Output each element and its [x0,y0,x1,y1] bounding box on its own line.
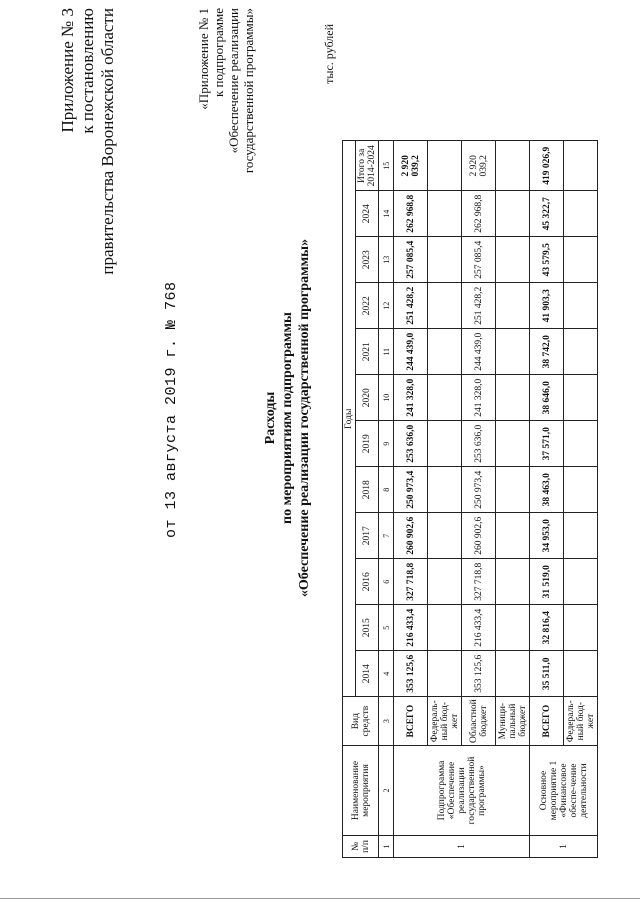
header-total: Итого за 2014-2024 [356,141,379,191]
table-row [394,141,428,858]
header-year: 2017 [356,513,379,559]
year-value [428,467,462,513]
year-value: 241 328,0 [462,375,496,421]
header-year: 2018 [356,467,379,513]
year-value [564,191,598,237]
year-value [496,237,530,283]
year-value: 257 085,4 [394,237,428,283]
column-number: 1 [379,836,394,858]
header-year: 2020 [356,375,379,421]
year-value [564,559,598,605]
year-value: 262 968,8 [394,191,428,237]
funding-type: Федераль-ный бюд-жет [428,697,462,746]
column-number: 2 [379,746,394,836]
column-number: 4 [379,651,394,697]
column-number: 14 [379,191,394,237]
column-number: 6 [379,559,394,605]
title-line: Расходы [263,391,278,445]
title-line: «Обеспечение реализации государственной программы» [297,238,312,598]
year-value [496,467,530,513]
year-value: 253 636,0 [462,421,496,467]
funding-type: ВСЕГО [394,697,428,746]
header-name: Наименование мероприятия [343,746,379,836]
header-years-group: Годы [343,141,356,697]
funding-type: ВСЕГО [530,697,564,746]
row-number: 1 [394,836,530,858]
year-value [428,329,462,375]
year-value: 244 439,0 [462,329,496,375]
column-number: 12 [379,283,394,329]
year-value [564,375,598,421]
year-value [428,651,462,697]
year-value [428,513,462,559]
header-year: 2015 [356,605,379,651]
appendix-block [58,8,118,288]
year-value: 38 742,0 [530,329,564,375]
funding-type: Муници-пальный бюджет [496,697,530,746]
total-value [496,141,530,191]
row-number: 1 [530,836,598,858]
year-value: 45 322,7 [530,191,564,237]
appendix-line: правительства Воронежской области [98,8,117,275]
year-value: 260 902,6 [462,513,496,559]
appendix-line: к постановлению [78,8,97,134]
year-value: 353 125,6 [462,651,496,697]
year-value: 35 511,0 [530,651,564,697]
column-number: 15 [379,141,394,191]
scan-edge-line [0,898,640,899]
total-value: 2 920 039,2 [394,141,428,191]
year-value: 41 903,3 [530,283,564,329]
year-value [428,421,462,467]
year-value [564,467,598,513]
year-value: 262 968,8 [462,191,496,237]
title-line: по мероприятиям подпрограммы [280,312,295,524]
header-num: № п/п [343,836,379,858]
year-value: 37 571,0 [530,421,564,467]
year-value: 353 125,6 [394,651,428,697]
year-value: 260 902,6 [394,513,428,559]
year-value: 250 973,4 [462,467,496,513]
year-value: 241 328,0 [394,375,428,421]
measure-name: Подпрограмма «Обеспечение реализации государственной программы» [394,746,530,836]
previous-appendix-block [196,8,256,268]
table-body [394,141,598,858]
column-number: 8 [379,467,394,513]
header-type: Вид средств [343,697,379,746]
year-value: 31 519,0 [530,559,564,605]
year-value [496,375,530,421]
table-row [530,141,564,858]
year-value: 244 439,0 [394,329,428,375]
year-value [496,605,530,651]
year-value: 34 953,0 [530,513,564,559]
column-number: 11 [379,329,394,375]
column-number: 10 [379,375,394,421]
year-value [564,513,598,559]
column-number: 13 [379,237,394,283]
column-number-row [379,141,394,858]
header-year: 2022 [356,283,379,329]
year-value: 251 428,2 [394,283,428,329]
year-value [496,421,530,467]
year-value [428,605,462,651]
year-value: 253 636,0 [394,421,428,467]
header-year: 2019 [356,421,379,467]
measure-name: Основное мероприятие 1 «Финансовое обеспе-чение деятельности [530,746,598,836]
column-number: 5 [379,605,394,651]
rotated-sheet [0,8,640,878]
year-value [496,651,530,697]
year-value: 216 433,4 [394,605,428,651]
year-value [428,559,462,605]
prev-appendix-line: «Приложение № 1 [196,8,211,110]
header-year: 2023 [356,237,379,283]
year-value: 327 718,8 [394,559,428,605]
header-year: 2016 [356,559,379,605]
header-year: 2014 [356,651,379,697]
year-value [428,191,462,237]
document-title [262,178,313,658]
header-year: 2024 [356,191,379,237]
year-value [496,513,530,559]
year-value [564,283,598,329]
year-value [428,283,462,329]
decree-date: от 13 августа 2019 г. № 768 [163,281,180,538]
year-value [496,283,530,329]
year-value: 251 428,2 [462,283,496,329]
year-value [428,237,462,283]
year-value [496,559,530,605]
year-value: 257 085,4 [462,237,496,283]
year-value [564,651,598,697]
appendix-line: Приложение № 3 [58,8,77,133]
total-value [564,141,598,191]
header-year: 2021 [356,329,379,375]
column-number: 3 [379,697,394,746]
year-value [564,237,598,283]
year-value [496,191,530,237]
year-value [564,421,598,467]
funding-type: Федераль-ный бюд-жет [564,697,598,746]
year-value: 38 463,0 [530,467,564,513]
column-number: 9 [379,421,394,467]
year-value [496,329,530,375]
year-value: 32 816,4 [530,605,564,651]
unit-label: тыс. рублей [322,24,336,84]
year-value: 43 579,5 [530,237,564,283]
prev-appendix-line: «Обеспечение реализации [226,8,241,154]
year-value [564,329,598,375]
year-value [564,605,598,651]
year-value: 250 973,4 [394,467,428,513]
year-value: 38 646,0 [530,375,564,421]
total-value: 419 026,9 [530,141,564,191]
year-value [428,375,462,421]
year-value: 216 433,4 [462,605,496,651]
prev-appendix-line: к подпрограмме [211,8,226,98]
funding-type: Областной бюджет [462,697,496,746]
column-number: 7 [379,513,394,559]
prev-appendix-line: государственной программы» [241,8,256,174]
expenses-table [342,140,598,858]
total-value [428,141,462,191]
total-value: 2 920 039,2 [462,141,496,191]
year-value: 327 718,8 [462,559,496,605]
